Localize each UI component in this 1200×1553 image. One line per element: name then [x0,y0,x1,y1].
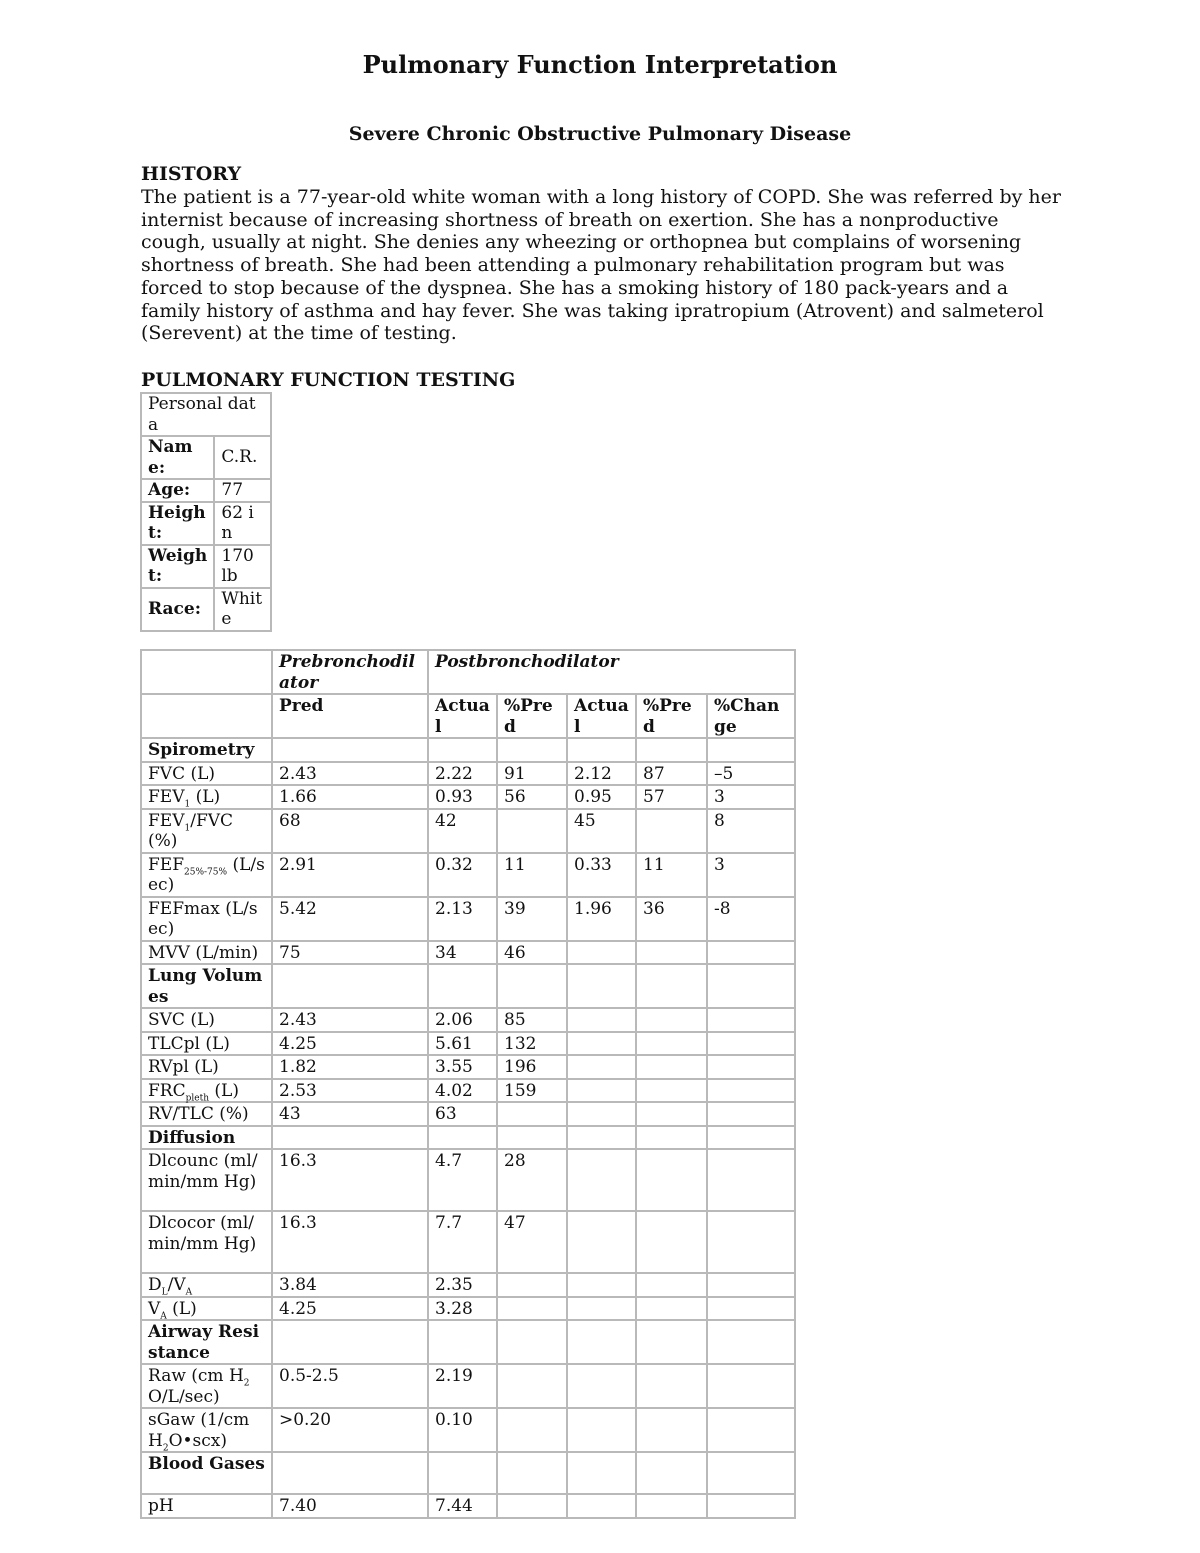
table-cell [636,1079,707,1103]
history-paragraph: The patient is a 77-year-old white woman with a long history of COPD. She was referred by her internist because of increasing shortness of breath on exertion. She has a nonproductive cough, usually at night. She denies any wheezing or orthopnea but complains of worsening shortness of breath. She had been attending a pulmonary rehabilitation program but was forced to stop because of the dyspnea. She has a smoking history of 180 pack-years and a family history of asthma and hay fever. She was taking ipratropium (Atrovent) and salmeterol (Serevent) at the time of testing. [141,186,1061,345]
table-cell [707,1408,795,1452]
table-cell: 1.96 [567,897,636,941]
row-label [141,809,272,853]
table-cell: 85 [497,1008,567,1032]
table-cell: 2.12 [567,762,636,786]
table-cell [636,1102,707,1126]
table-cell: 45 [567,809,636,853]
table-cell [567,1102,636,1126]
personal-data-table [140,392,272,632]
table-row [141,545,271,588]
table-cell [636,1273,707,1297]
table-cell [707,1055,795,1079]
table-cell: 4.25 [272,1297,428,1321]
table-cell: 4.25 [272,1032,428,1056]
table-cell: 0.93 [428,785,497,809]
table-row [141,1079,795,1103]
table-cell [567,738,636,762]
table-header-cell [141,650,272,694]
table-cell: 11 [636,853,707,897]
table-cell: 2.53 [272,1079,428,1103]
table-cell [497,964,567,1008]
table-cell [707,1008,795,1032]
table-cell [707,738,795,762]
height-label: Height: [141,502,214,545]
section-row [141,1452,795,1494]
document-title: Pulmonary Function Interpretation [362,50,838,79]
table-cell: 68 [272,809,428,853]
table-cell: 16.3 [272,1211,428,1273]
personal-data-header: Personal data [141,393,271,436]
table-cell: 46 [497,941,567,965]
table-row [141,1211,795,1273]
label-text: (L/sec) [148,854,265,895]
prebronchodilator-header: Prebronchodilator [272,650,428,694]
table-cell: 3 [707,785,795,809]
table-cell: 28 [497,1149,567,1211]
table-cell: 5.42 [272,897,428,941]
table-cell: 0.33 [567,853,636,897]
table-row [141,1297,795,1321]
row-label: RV/TLC (%) [141,1102,272,1126]
height-value: 62 in [214,502,271,545]
label-text: O/L/sec) [148,1386,220,1407]
table-cell: 8 [707,809,795,853]
table-cell: 75 [272,941,428,965]
table-cell: 7.40 [272,1494,428,1518]
row-label [141,853,272,897]
label-text: /FVC (%) [148,810,234,851]
label-subscript: 25%-75% [184,866,228,877]
table-cell: 87 [636,762,707,786]
table-cell: 3 [707,853,795,897]
age-value: 77 [214,479,271,502]
table-cell [272,738,428,762]
table-row [141,1494,795,1518]
document-subtitle: Severe Chronic Obstructive Pulmonary Disease [348,123,852,145]
row-label: FEFmax (L/sec) [141,897,272,941]
age-label: Age: [141,479,214,502]
table-row [141,853,795,897]
label-subscript: 1 [184,822,191,833]
label-subscript: pleth [185,1092,209,1103]
table-cell: 132 [497,1032,567,1056]
table-cell [567,1320,636,1364]
table-cell: 56 [497,785,567,809]
label-subscript: 2 [243,1378,250,1389]
table-cell [707,1452,795,1494]
label-text: V [148,1298,161,1319]
table-cell [707,1364,795,1408]
table-row [141,941,795,965]
table-cell: 2.43 [272,762,428,786]
table-cell: 2.91 [272,853,428,897]
table-cell [567,1211,636,1273]
row-label [141,1079,272,1103]
pct-pred-header: %Pred [636,694,707,738]
table-cell [707,1032,795,1056]
table-cell [636,738,707,762]
table-cell [707,941,795,965]
table-cell [567,1408,636,1452]
table-cell [636,941,707,965]
table-cell: 3.55 [428,1055,497,1079]
table-cell [428,738,497,762]
postbronchodilator-header: Postbronchodilator [428,650,795,694]
table-cell: 16.3 [272,1149,428,1211]
table-header-cell [141,694,272,738]
table-cell [428,964,497,1008]
table-cell [707,1079,795,1103]
row-label: pH [141,1494,272,1518]
table-cell: 5.61 [428,1032,497,1056]
table-row [141,436,271,479]
label-text: (L) [166,1298,197,1319]
label-subscript: 2 [162,1442,169,1453]
actual-header: Actual [567,694,636,738]
label-subscript: L [161,1287,168,1298]
table-cell [497,1273,567,1297]
pft-results-table [140,649,796,1519]
table-cell [497,1452,567,1494]
label-text: FEF [148,854,185,875]
weight-label: Weight: [141,545,214,588]
table-cell: 2.22 [428,762,497,786]
table-row [141,393,271,436]
table-cell: 34 [428,941,497,965]
table-cell: 7.44 [428,1494,497,1518]
table-cell: 1.66 [272,785,428,809]
table-cell [497,1126,567,1150]
table-cell: 0.10 [428,1408,497,1452]
table-cell [567,1032,636,1056]
table-cell: 0.95 [567,785,636,809]
section-row [141,964,795,1008]
table-cell [567,1297,636,1321]
label-text: FEV [148,787,185,807]
table-cell [707,1494,795,1518]
table-cell [567,1008,636,1032]
table-cell: >0.20 [272,1408,428,1452]
table-cell [567,1149,636,1211]
table-cell: 11 [497,853,567,897]
table-cell [707,1102,795,1126]
table-cell [567,1452,636,1494]
label-subscript: A [160,1310,167,1321]
table-cell [497,738,567,762]
table-cell [567,1079,636,1103]
table-cell: 42 [428,809,497,853]
table-row [141,897,795,941]
column-header-row [141,694,795,738]
section-row [141,1126,795,1150]
table-row [141,1273,795,1297]
pft-heading: PULMONARY FUNCTION TESTING [141,369,516,391]
table-cell [272,1452,428,1494]
table-cell [636,1297,707,1321]
table-cell [567,1364,636,1408]
label-text: D [148,1275,162,1295]
table-cell [567,941,636,965]
label-text: sGaw (1/cm H [148,1410,250,1451]
table-cell [707,1297,795,1321]
table-row [141,1055,795,1079]
table-cell: 3.84 [272,1273,428,1297]
table-cell [497,809,567,853]
table-row [141,1032,795,1056]
row-label [141,1408,272,1452]
section-row [141,1320,795,1364]
table-row [141,1008,795,1032]
label-text: Raw (cm H [148,1366,244,1386]
table-cell [567,1273,636,1297]
section-label: Blood Gases [141,1452,272,1494]
row-label: Dlcocor (ml/min/mm Hg) [141,1211,272,1273]
table-cell [497,1364,567,1408]
table-cell [707,1211,795,1273]
row-label: Dlcounc (ml/min/mm Hg) [141,1149,272,1211]
actual-header: Actual [428,694,497,738]
table-cell [636,1452,707,1494]
table-row [141,1102,795,1126]
label-subscript: A [185,1287,193,1298]
table-cell [636,1320,707,1364]
table-cell: 2.19 [428,1364,497,1408]
label-text: /V [167,1275,186,1295]
row-label: MVV (L/min) [141,941,272,965]
table-cell [428,1126,497,1150]
table-cell: 0.5-2.5 [272,1364,428,1408]
pct-pred-header: %Pred [497,694,567,738]
row-label: RVpl (L) [141,1055,272,1079]
table-cell: 0.32 [428,853,497,897]
table-cell [707,1320,795,1364]
table-cell [636,1055,707,1079]
table-cell [636,1364,707,1408]
table-cell [567,1494,636,1518]
table-cell [636,1408,707,1452]
table-cell: 1.82 [272,1055,428,1079]
table-cell [428,1452,497,1494]
table-row [141,785,795,809]
name-label: Name: [141,436,214,479]
row-label: FVC (L) [141,762,272,786]
row-label [141,785,272,809]
row-label: TLCpl (L) [141,1032,272,1056]
table-cell: –5 [707,762,795,786]
table-cell: 3.28 [428,1297,497,1321]
table-row [141,1408,795,1452]
table-cell: 196 [497,1055,567,1079]
table-cell [636,1126,707,1150]
table-row [141,762,795,786]
row-label: SVC (L) [141,1008,272,1032]
table-cell: 47 [497,1211,567,1273]
label-text: O•scx) [168,1430,227,1451]
row-label [141,1364,272,1408]
table-cell [707,1149,795,1211]
table-cell: 39 [497,897,567,941]
row-label [141,1297,272,1321]
table-cell [428,1320,497,1364]
table-cell: 7.7 [428,1211,497,1273]
table-cell [636,809,707,853]
table-row [141,588,271,631]
table-row [141,1364,795,1408]
table-cell [707,1273,795,1297]
table-cell: 2.35 [428,1273,497,1297]
table-row [141,479,271,502]
table-cell [272,964,428,1008]
table-cell: 2.06 [428,1008,497,1032]
label-text: FEV [148,810,185,831]
table-row [141,1149,795,1211]
table-cell [272,1320,428,1364]
table-cell [636,964,707,1008]
section-label: Airway Resistance [141,1320,272,1364]
race-label: Race: [141,588,214,631]
table-cell [497,1494,567,1518]
group-header-row [141,650,795,694]
table-cell: 91 [497,762,567,786]
table-cell [636,1494,707,1518]
name-value: C.R. [214,436,271,479]
section-label: Diffusion [141,1126,272,1150]
table-cell [707,964,795,1008]
table-cell [636,1032,707,1056]
table-cell: 2.13 [428,897,497,941]
table-cell [707,1126,795,1150]
section-label: Lung Volumes [141,964,272,1008]
table-cell: 2.43 [272,1008,428,1032]
table-cell [636,1008,707,1032]
history-heading: HISTORY [141,163,242,185]
table-cell [636,1149,707,1211]
table-cell: 63 [428,1102,497,1126]
table-cell: 43 [272,1102,428,1126]
section-label: Spirometry [141,738,272,762]
table-cell [497,1320,567,1364]
pct-change-header: %Change [707,694,795,738]
label-text: (L) [190,787,221,807]
weight-value: 170 lb [214,545,271,588]
race-value: White [214,588,271,631]
label-text: (L) [209,1080,239,1101]
table-row [141,502,271,545]
pred-header: Pred [272,694,428,738]
table-cell: 36 [636,897,707,941]
table-cell [272,1126,428,1150]
row-label [141,1273,272,1297]
table-cell: 4.7 [428,1149,497,1211]
table-cell [567,1055,636,1079]
section-row [141,738,795,762]
label-text: FRC [148,1080,186,1101]
table-cell: 159 [497,1079,567,1103]
table-cell [567,964,636,1008]
label-subscript: 1 [184,799,191,810]
table-cell: 57 [636,785,707,809]
table-cell [567,1126,636,1150]
table-cell: -8 [707,897,795,941]
table-cell [636,1211,707,1273]
table-cell: 4.02 [428,1079,497,1103]
table-row [141,809,795,853]
table-cell [497,1297,567,1321]
table-cell [497,1102,567,1126]
table-cell [497,1408,567,1452]
